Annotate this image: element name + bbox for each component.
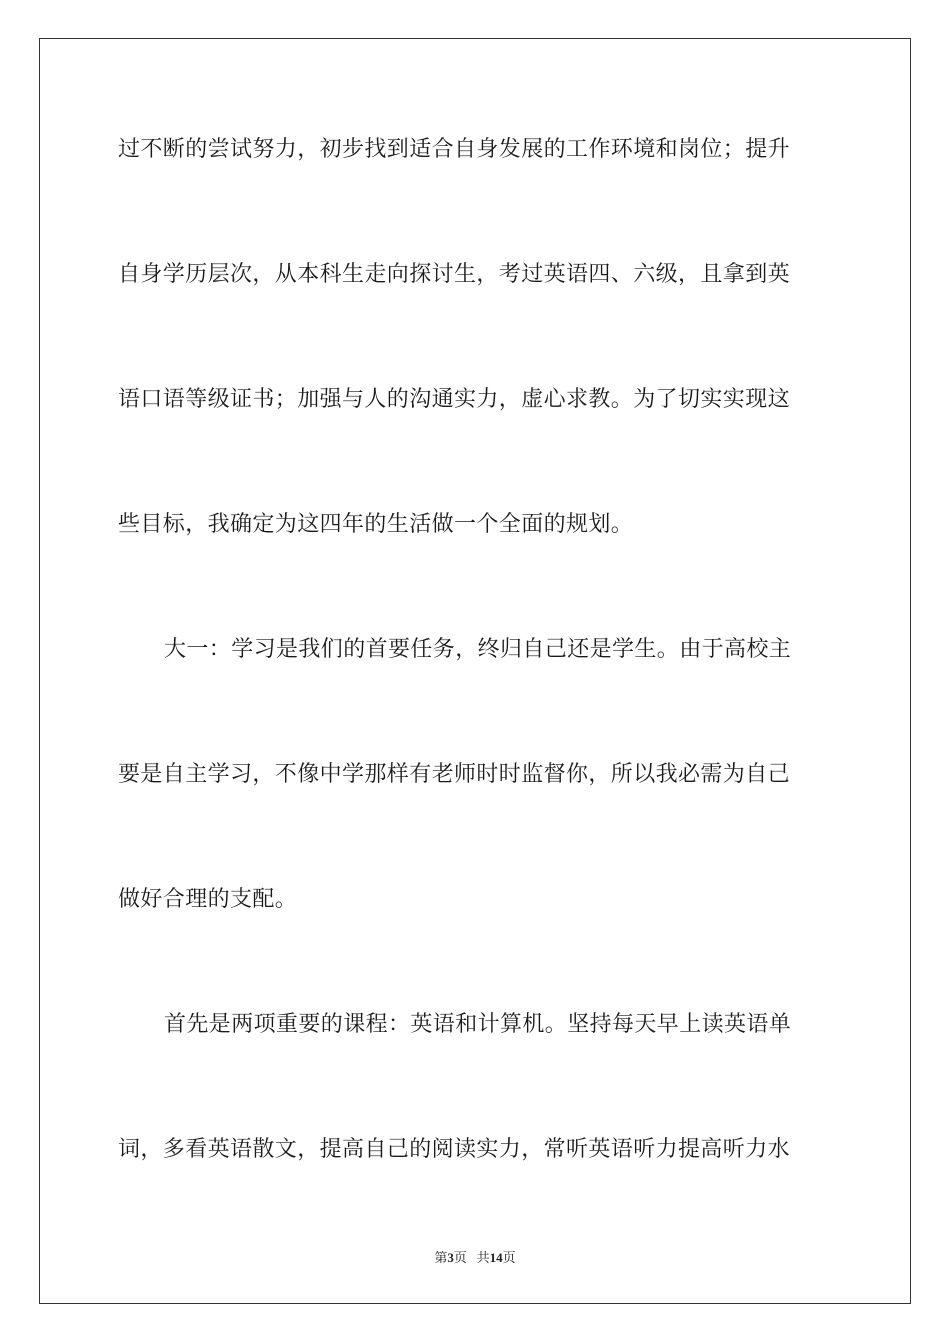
body-text-line: 语口语等级证书；加强与人的沟通实力，虚心求教。为了切实实现这: [118, 387, 791, 412]
body-text-line: 首先是两项重要的课程：英语和计算机。坚持每天早上读英语单: [164, 1012, 792, 1037]
footer-total-prefix: 共: [476, 1250, 490, 1265]
body-text-line: 大一：学习是我们的首要任务，终归自己还是学生。由于高校主: [164, 637, 792, 662]
footer-total-suffix: 页: [502, 1250, 516, 1265]
body-text-line: 要是自主学习，不像中学那样有老师时时监督你，所以我必需为自己: [118, 762, 791, 787]
footer-page-prefix: 第: [434, 1250, 448, 1265]
body-text-line: 词，多看英语散文，提高自己的阅读实力，常听英语听力提高听力水: [118, 1137, 791, 1162]
page-border: [39, 38, 911, 1304]
body-text-line: 过不断的尝试努力，初步找到适合自身发展的工作环境和岗位；提升: [118, 137, 791, 162]
body-text-line: 些目标，我确定为这四年的生活做一个全面的规划。: [118, 512, 634, 537]
page-footer: [0, 1247, 950, 1266]
body-text-line: 自身学历层次，从本科生走向探讨生，考过英语四、六级，且拿到英: [118, 262, 791, 287]
body-text-line: 做好合理的支配。: [118, 887, 298, 912]
footer-total-pages: 14: [489, 1250, 503, 1265]
footer-page-number: 3: [447, 1250, 454, 1265]
footer-page-suffix: 页: [453, 1250, 467, 1265]
